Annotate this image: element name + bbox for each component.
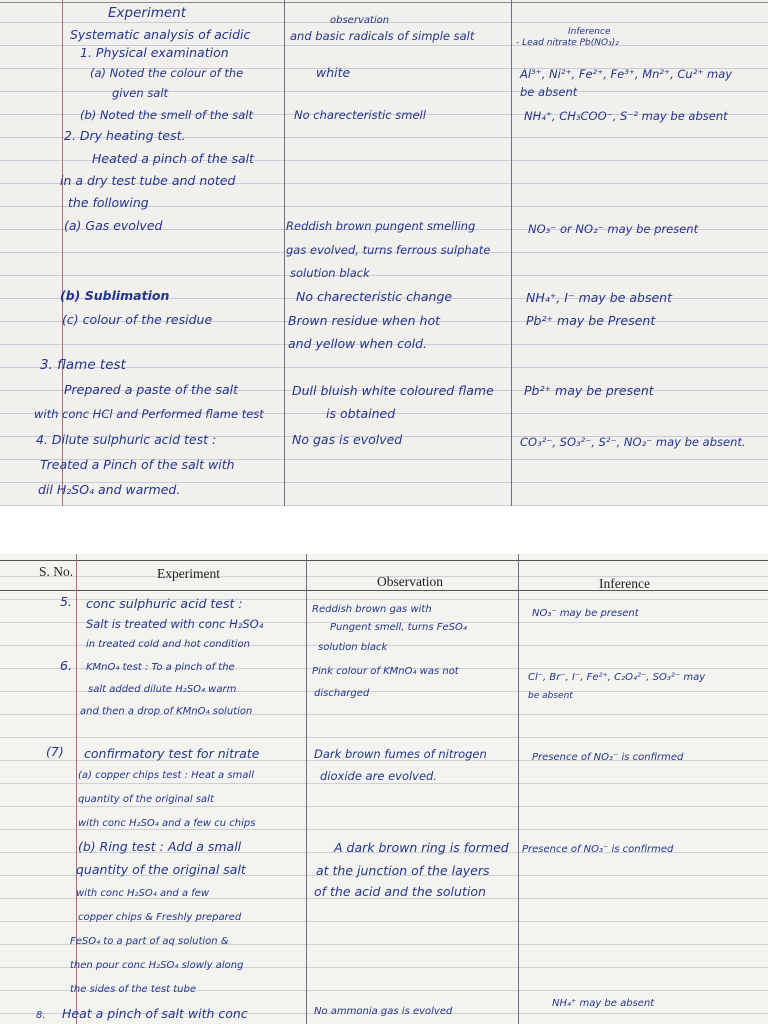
exp-flame-2: with conc HCl and Performed flame test	[34, 407, 264, 421]
header-sno: S. No.	[39, 564, 74, 579]
exp-ring-4: copper chips & Freshly prepared	[78, 912, 242, 923]
obs-sublimation: No charecteristic change	[296, 289, 453, 304]
column-divider-1	[284, 0, 285, 506]
inf-colour-2: be absent	[520, 85, 578, 99]
exp-ring-5: FeSO₄ to a part of aq solution &	[70, 936, 229, 947]
inf-kmno4-2: be absent	[528, 691, 573, 701]
obs-gas-1: Reddish brown pungent smelling	[286, 219, 476, 233]
exp-kmno4-2: salt added dilute H₂SO₄ warm	[88, 684, 237, 695]
inf-dilute: CO₃²⁻, SO₃²⁻, S²⁻, NO₂⁻ may be absent.	[520, 435, 746, 449]
obs-residue-2: and yellow when cold.	[288, 336, 428, 351]
obs-ammonia: No ammonia gas is evolved	[314, 1006, 453, 1017]
obs-dilute: No gas is evolved	[292, 432, 403, 447]
obs-flame-2: is obtained	[326, 406, 396, 421]
exp-ring-6: then pour conc H₂SO₄ slowly along	[70, 960, 244, 971]
obs-conc-acid-3: solution black	[318, 642, 388, 653]
inf-sublimation: NH₄⁺, I⁻ may be absent	[526, 290, 672, 305]
obs-gas-2: gas evolved, turns ferrous sulphate	[286, 243, 491, 257]
exp-ring-7: the sides of the test tube	[70, 984, 197, 995]
exp-conc-acid-3: in treated cold and hot condition	[86, 639, 250, 650]
obs-kmno4-1: Pink colour of KMnO₄ was not	[312, 666, 459, 677]
section-dilute-acid: 4. Dilute sulphuric acid test :	[36, 432, 217, 447]
exp-smell: (b) Noted the smell of the salt	[80, 108, 253, 122]
obs-copper-2: dioxide are evolved.	[320, 769, 438, 783]
row-number-6: 6.	[60, 658, 72, 673]
section-physical-examination: 1. Physical examination	[80, 45, 229, 60]
obs-colour: white	[316, 65, 351, 80]
header-experiment: Experiment	[157, 566, 220, 581]
exp-dilute-1: Treated a Pinch of the salt with	[40, 457, 235, 472]
inf-colour-1: Al³⁺, Ni²⁺, Fe²⁺, Fe³⁺, Mn²⁺, Cu²⁺ may	[520, 67, 733, 81]
exp-dry-2: in a dry test tube and noted	[60, 173, 236, 188]
obs-residue-1: Brown residue when hot	[288, 313, 441, 328]
header-inference: Inference	[568, 27, 611, 37]
inf-copper: Presence of NO₃⁻ is confirmed	[532, 752, 684, 763]
exp-ammonia: Heat a pinch of salt with conc	[62, 1006, 248, 1021]
exp-ring-2: quantity of the original salt	[76, 862, 246, 877]
obs-copper-1: Dark brown fumes of nitrogen	[314, 747, 487, 761]
obs-gas-3: solution black	[290, 266, 370, 280]
obs-conc-acid-2: Pungent smell, turns FeSO₄	[330, 622, 467, 633]
title-right: - Lead nitrate Pb(NO₃)₂	[516, 38, 619, 48]
exp-copper-1: confirmatory test for nitrate	[84, 746, 260, 761]
column-divider-1	[306, 554, 307, 1024]
obs-ring-3: of the acid and the solution	[314, 884, 486, 899]
page-gap	[0, 506, 768, 554]
inf-kmno4-1: Cl⁻, Br⁻, I⁻, Fe²⁺, C₂O₄²⁻, SO₃²⁻ may	[528, 672, 706, 683]
inf-flame: Pb²⁺ may be present	[524, 383, 654, 398]
notebook-page-1	[0, 0, 768, 506]
column-divider-2	[518, 554, 519, 1024]
exp-colour-1: (a) Noted the colour of the	[90, 66, 244, 80]
inf-conc-acid: NO₃⁻ may be present	[532, 608, 639, 619]
exp-ring-1: (b) Ring test : Add a small	[78, 839, 242, 854]
top-rule	[0, 2, 768, 3]
exp-kmno4-1: KMnO₄ test : To a pinch of the	[86, 662, 235, 673]
exp-colour-2: given salt	[112, 86, 169, 100]
obs-conc-acid-1: Reddish brown gas with	[312, 604, 432, 615]
obs-ring-1: A dark brown ring is formed	[334, 840, 509, 855]
header-inference: Inference	[599, 576, 650, 591]
margin-line	[62, 0, 63, 506]
exp-sublimation: (b) Sublimation	[60, 288, 170, 303]
exp-gas-evolved: (a) Gas evolved	[64, 218, 163, 233]
exp-dry-1: Heated a pinch of the salt	[92, 151, 255, 166]
obs-kmno4-2: discharged	[314, 688, 370, 699]
column-divider-2	[511, 0, 512, 506]
exp-conc-acid-2: Salt is treated with conc H₂SO₄	[86, 617, 264, 631]
inf-gas: NO₃⁻ or NO₂⁻ may be present	[528, 222, 699, 236]
header-observation: Observation	[377, 574, 443, 589]
row-number-5: 5.	[60, 594, 72, 609]
margin-line	[76, 554, 77, 1024]
obs-ring-2: at the junction of the layers	[316, 863, 490, 878]
exp-kmno4-3: and then a drop of KMnO₄ solution	[80, 706, 253, 717]
inf-ammonia: NH₄⁺ may be absent	[552, 998, 655, 1009]
row-number-7: (7)	[46, 744, 64, 759]
inf-residue: Pb²⁺ may be Present	[526, 313, 656, 328]
obs-smell: No charecteristic smell	[294, 108, 426, 122]
exp-dry-3: the following	[68, 195, 149, 210]
inf-ring: Presence of NO₃⁻ is confirmed	[522, 844, 674, 855]
exp-dilute-2: dil H₂SO₄ and warmed.	[38, 482, 181, 497]
header-top-rule	[0, 560, 768, 561]
obs-flame-1: Dull bluish white coloured flame	[292, 383, 494, 398]
header-observation: observation	[330, 15, 390, 26]
exp-ring-3: with conc H₂SO₄ and a few	[76, 888, 210, 899]
inf-smell: NH₄⁺, CH₃COO⁻, S⁻² may be absent	[524, 109, 728, 123]
exp-flame-1: Prepared a paste of the salt	[64, 382, 239, 397]
exp-copper-2: (a) copper chips test : Heat a small	[78, 770, 254, 781]
header-bottom-rule	[0, 590, 768, 591]
section-dry-heating: 2. Dry heating test.	[64, 128, 186, 143]
section-flame-test: 3. flame test	[40, 357, 126, 373]
notebook-page-2	[0, 554, 768, 1024]
exp-copper-3: quantity of the original salt	[78, 794, 214, 805]
header-experiment: Experiment	[108, 5, 187, 21]
exp-residue: (c) colour of the residue	[62, 312, 213, 327]
title-left: Systematic analysis of acidic	[70, 27, 251, 42]
exp-conc-acid-1: conc sulphuric acid test :	[86, 596, 243, 611]
row-number-8: 8.	[36, 1010, 46, 1021]
exp-copper-4: with conc H₂SO₄ and a few cu chips	[78, 818, 256, 829]
title-mid: and basic radicals of simple salt	[290, 29, 475, 43]
